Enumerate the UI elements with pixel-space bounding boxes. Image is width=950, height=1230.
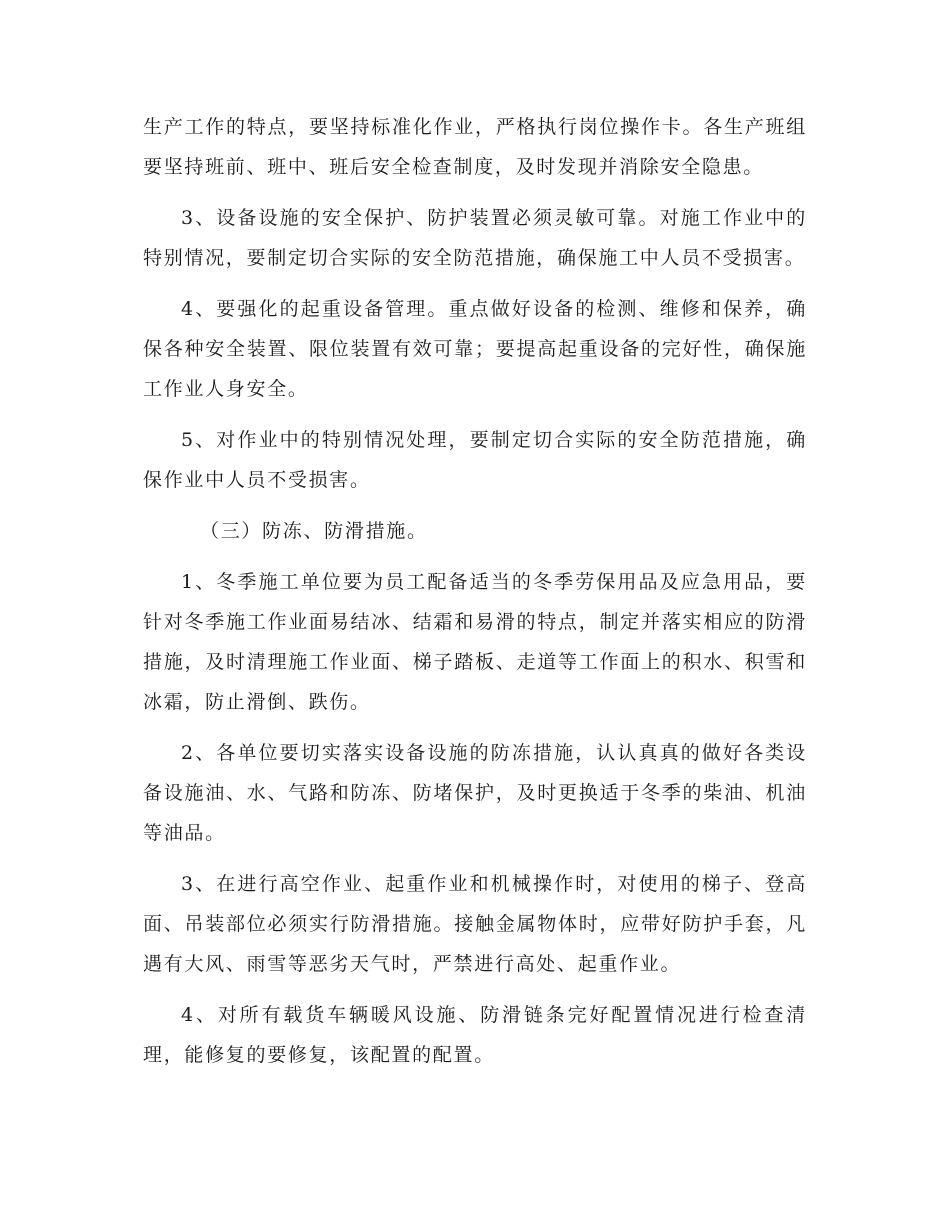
paragraph-item-2-antifreeze-measures: 2、各单位要切实落实设备设施的防冻措施，认认真真的做好各类设备设施油、水、气路和防冻、防堵保护，及时更换适于冬季的柴油、机油等油品。 xyxy=(143,742,807,844)
paragraph-continuation: 生产工作的特点，要坚持标准化作业，严格执行岗位操作卡。各生产班组要坚持班前、班中、班后安全检查制度，及时发现并消除安全隐患。 xyxy=(143,116,807,178)
paragraph-item-3-equipment-protection: 3、设备设施的安全保护、防护装置必须灵敏可靠。对施工作业中的特别情况，要制定切合实际的安全防范措施，确保施工中人员不受损害。 xyxy=(143,207,807,269)
paragraph-item-1-winter-supplies: 1、冬季施工单位要为员工配备适当的冬季劳保用品及应急用品，要针对冬季施工作业面易结冰、结霜和易滑的特点，制定并落实相应的防滑措施，及时清理施工作业面、梯子踏板、走道等工作面上的积水、积雪和冰霜，防止滑倒、跌伤。 xyxy=(143,571,807,713)
paragraph-item-4-vehicle-inspection: 4、对所有载货车辆暖风设施、防滑链条完好配置情况进行检查清理，能修复的要修复，该配置的配置。 xyxy=(143,1004,807,1066)
section-heading-antifreeze-antislip: （三）防冻、防滑措施。 xyxy=(200,520,428,542)
document-body xyxy=(143,107,807,1086)
paragraph-item-4-lifting-equipment: 4、要强化的起重设备管理。重点做好设备的检测、维修和保养，确保各种安全装置、限位装置有效可靠；要提高起重设备的完好性，确保施工作业人身安全。 xyxy=(143,298,807,400)
paragraph-item-3-high-altitude-work: 3、在进行高空作业、起重作业和机械操作时，对使用的梯子、登高面、吊装部位必须实行防滑措施。接触金属物体时，应带好防护手套，凡遇有大风、雨雪等恶劣天气时，严禁进行高处、起重作业。 xyxy=(143,873,807,975)
paragraph-item-5-special-situations: 5、对作业中的特别情况处理，要制定切合实际的安全防范措施，确保作业中人员不受损害。 xyxy=(143,429,807,491)
